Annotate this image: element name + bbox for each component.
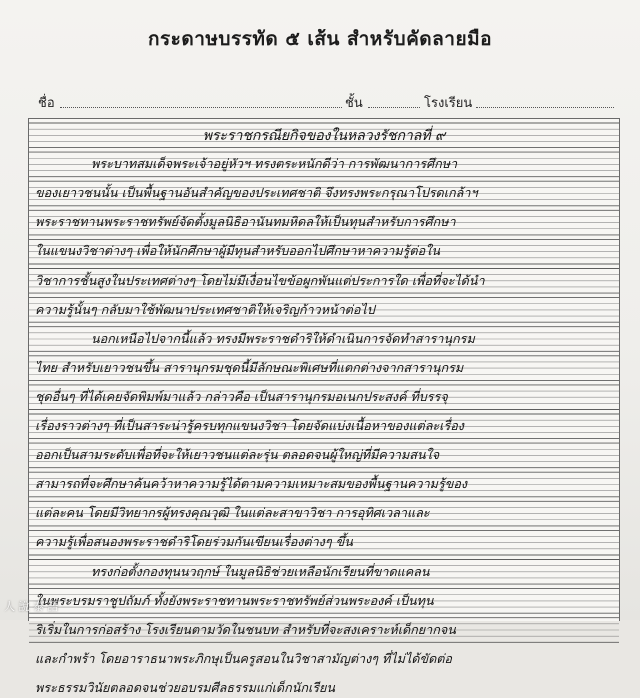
class-field[interactable] [368, 107, 420, 108]
school-label: โรงเรียน [424, 96, 473, 111]
handwritten-line: เรื่องราวต่างๆ ที่เป็นสาระน่ารู้ครบทุกแขนงวิชา โดยจัดแบ่งเนื้อหาของแต่ละเรื่อง [35, 418, 464, 433]
handwritten-heading: พระราชกรณียกิจของในหลวงรัชกาลที่ ๙ [202, 128, 446, 144]
handwritten-line: นอกเหนือไปจากนี้แล้ว ทรงมีพระราชดำริให้ดำเนินการจัดทำสารานุกรม [91, 330, 475, 346]
handwritten-line: ความรู้เพื่อสนองพระราชดำริโดยร่วมกันเขียนเรื่องต่างๆ ขึ้น [35, 534, 353, 550]
student-info-row [38, 92, 618, 112]
handwritten-line: ชุดอื่นๆ ที่ได้เคยจัดพิมพ์มาแล้ว กล่าวคือ เป็นสารานุกรมอเนกประสงค์ ที่บรรจุ [35, 388, 448, 404]
name-label: ชื่อ [38, 96, 55, 111]
sheet-title: กระดาษบรรทัด ๕ เส้น สำหรับคัดลายมือ [147, 28, 493, 50]
handwritten-line: ของเยาวชนนั้น เป็นพื้นฐานอันสำคัญของประเทศชาติ จึงทรงพระกรุณาโปรดเกล้าฯ [35, 185, 478, 201]
handwritten-line: ในพระบรมราชูปถัมภ์ ทั้งยังพระราชทานพระราชทรัพย์ส่วนพระองค์ เป็นทุน [35, 592, 434, 608]
watermark-logo: 人 說 泰 語 [4, 600, 59, 613]
ruled-writing-area [28, 118, 620, 695]
handwritten-line: ออกเป็นสามระดับเพื่อที่จะให้เยาวชนแต่ละรุ่น ตลอดจนผู้ใหญ่ที่มีความสนใจ [35, 447, 440, 463]
handwritten-line: สามารถที่จะศึกษาค้นคว้าหาความรู้ได้ตามความเหมาะสมของพื้นฐานความรู้ของ [35, 476, 468, 492]
class-label: ชั้น [345, 96, 363, 111]
school-field[interactable] [476, 107, 614, 108]
handwritten-line: พระบาทสมเด็จพระเจ้าอยู่หัวฯ ทรงตระหนักดีว่า การพัฒนาการศึกษา [91, 156, 458, 172]
handwritten-line: ความรู้นั้นๆ กลับมาใช้พัฒนาประเทศชาติให้เจริญก้าวหน้าต่อไป [35, 301, 375, 317]
handwritten-line: วิชาการชั้นสูงในประเทศต่างๆ โดยไม่มีเงื่อนไขข้อผูกพันแต่ประการใด เพื่อที่จะได้นำ [35, 272, 485, 288]
handwritten-line: ทรงก่อตั้งกองทุนนวฤกษ์ ในมูลนิธิช่วยเหลือนักเรียนที่ขาดแคลน [91, 563, 430, 579]
name-field[interactable] [60, 107, 342, 108]
handwritten-line: แต่ละคน โดยมีวิทยากรผู้ทรงคุณวุฒิ ในแต่ละสาขาวิชา การอุทิศเวลาและ [35, 505, 430, 521]
handwritten-line: ริเริ่มในการก่อสร้าง โรงเรียนตามวัดในชนบท สำหรับที่จะสงเคราะห์เด็กยากจน [35, 621, 456, 637]
handwritten-line: และกำพร้า โดยอาราธนาพระภิกษุเป็นครูสอนในวิชาสามัญต่างๆ ที่ไม่ได้ขัดต่อ [35, 650, 452, 666]
handwritten-line: ในแขนงวิชาต่างๆ เพื่อให้นักศึกษาผู้มีทุนสำหรับออกไปศึกษาหาความรู้ต่อใน [35, 243, 440, 259]
handwritten-line: พระราชทานพระราชทรัพย์จัดตั้งมูลนิธิอานันทมหิดลให้เป็นทุนสำหรับการศึกษา [35, 214, 456, 230]
handwritten-line: พระธรรมวินัยตลอดจนช่วยอบรมศีลธรรมแก่เด็กนักเรียน [35, 679, 336, 695]
handwritten-line: ไทย สำหรับเยาวชนขึ้น สารานุกรมชุดนี้มีลักษณะพิเศษที่แตกต่างจากสารานุกรม [35, 359, 464, 375]
